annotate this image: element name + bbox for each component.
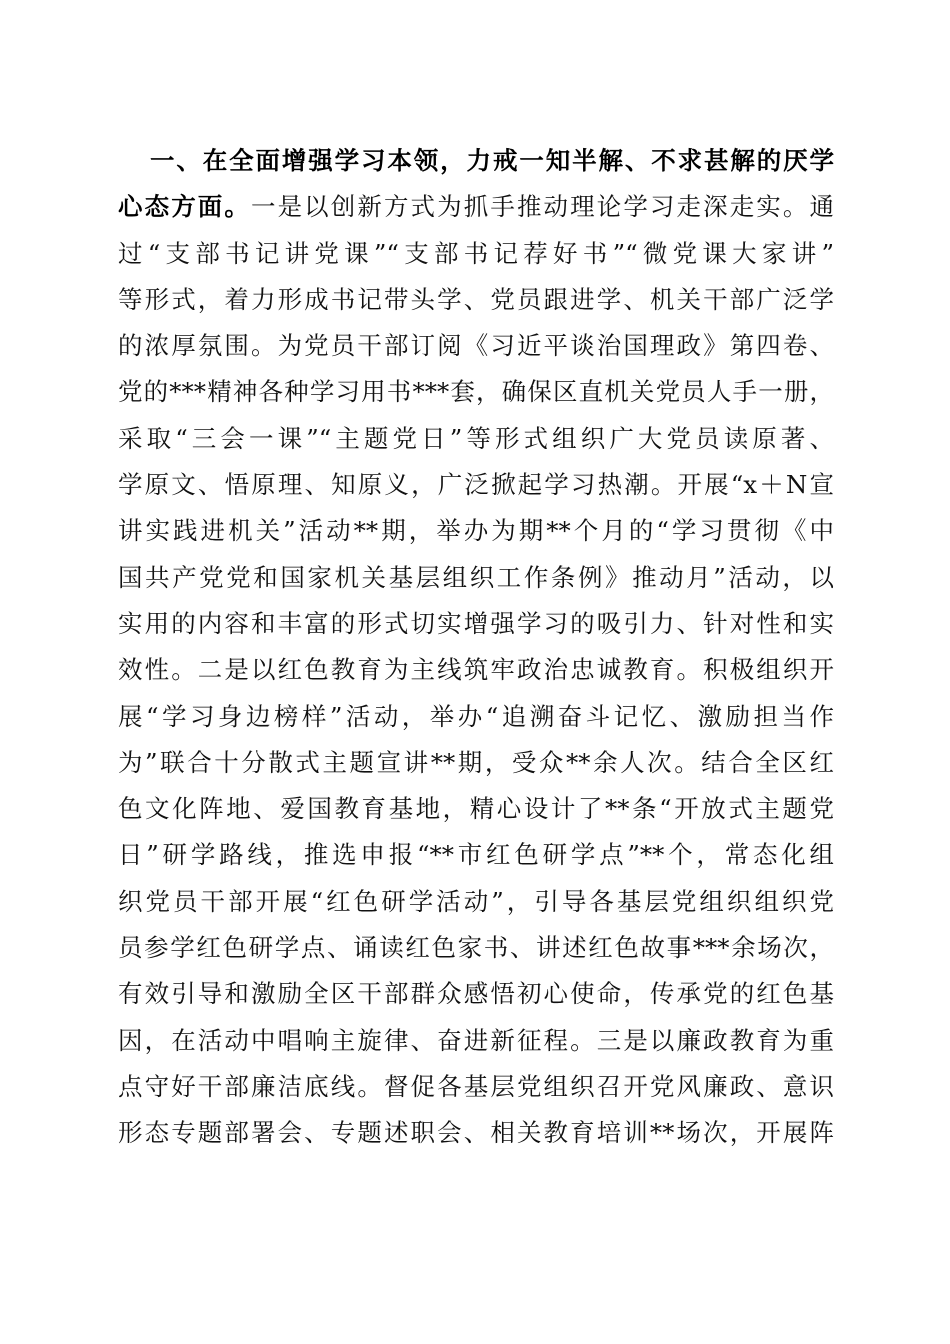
body-text: 一是以创新方式为抓手推动理论学习走深走实。通 (250, 192, 835, 222)
paragraph-line: 点守好干部廉洁底线。督促各基层党组织召开党风廉政、意识 (118, 1071, 834, 1101)
paragraph-line: 员参学红色研学点、诵读红色家书、讲述红色故事***余场次， (118, 933, 834, 963)
paragraph-line (118, 184, 834, 230)
paragraph-line (118, 138, 834, 184)
paragraph-line: 为”联合十分散式主题宣讲**期，受众**余人次。结合全区红 (118, 747, 834, 777)
paragraph-line: 因，在活动中唱响主旋律、奋进新征程。三是以廉政教育为重 (118, 1025, 834, 1055)
paragraph-line: 织党员干部开展“红色研学活动”，引导各基层党组织组织党 (118, 886, 834, 916)
paragraph-line: 形态专题部署会、专题述职会、相关教育培训**场次，开展阵 (118, 1118, 834, 1148)
section-heading-continued: 心态方面。 (118, 192, 251, 222)
paragraph-line: 讲实践进机关”活动**期，举办为期**个月的“学习贯彻《中 (118, 516, 834, 546)
paragraph-line: 实用的内容和丰富的形式切实增强学习的吸引力、针对性和实 (118, 608, 834, 638)
paragraph-line: 日”研学路线，推选申报“**市红色研学点”**个，常态化组 (118, 840, 834, 870)
paragraph-line: 的浓厚氛围。为党员干部订阅《习近平谈治国理政》第四卷、 (118, 331, 834, 361)
paragraph-line: 过“支部书记讲党课”“支部书记荐好书”“微党课大家讲” (118, 238, 834, 268)
paragraph-line: 学原文、悟原理、知原义，广泛掀起学习热潮。开展“x＋N宣 (118, 470, 834, 500)
paragraph-line: 采取“三会一课”“主题党日”等形式组织广大党员读原著、 (118, 423, 834, 453)
paragraph-line: 国共产党党和国家机关基层组织工作条例》推动月”活动，以 (118, 562, 834, 592)
paragraph-line: 有效引导和激励全区干部群众感悟初心使命，传承党的红色基 (118, 979, 834, 1009)
paragraph-line: 效性。二是以红色教育为主线筑牢政治忠诚教育。积极组织开 (118, 655, 834, 685)
paragraph-line: 党的***精神各种学习用书***套，确保区直机关党员人手一册， (118, 377, 834, 407)
document-body (118, 138, 834, 1157)
paragraph-line: 等形式，着力形成书记带头学、党员跟进学、机关干部广泛学 (118, 284, 834, 314)
paragraph-line: 展“学习身边榜样”活动，举办“追溯奋斗记忆、激励担当作 (118, 701, 834, 731)
paragraph-line: 色文化阵地、爱国教育基地，精心设计了**条“开放式主题党 (118, 794, 834, 824)
section-heading: 一、在全面增强学习本领，力戒一知半解、不求甚解的厌学 (150, 146, 834, 175)
